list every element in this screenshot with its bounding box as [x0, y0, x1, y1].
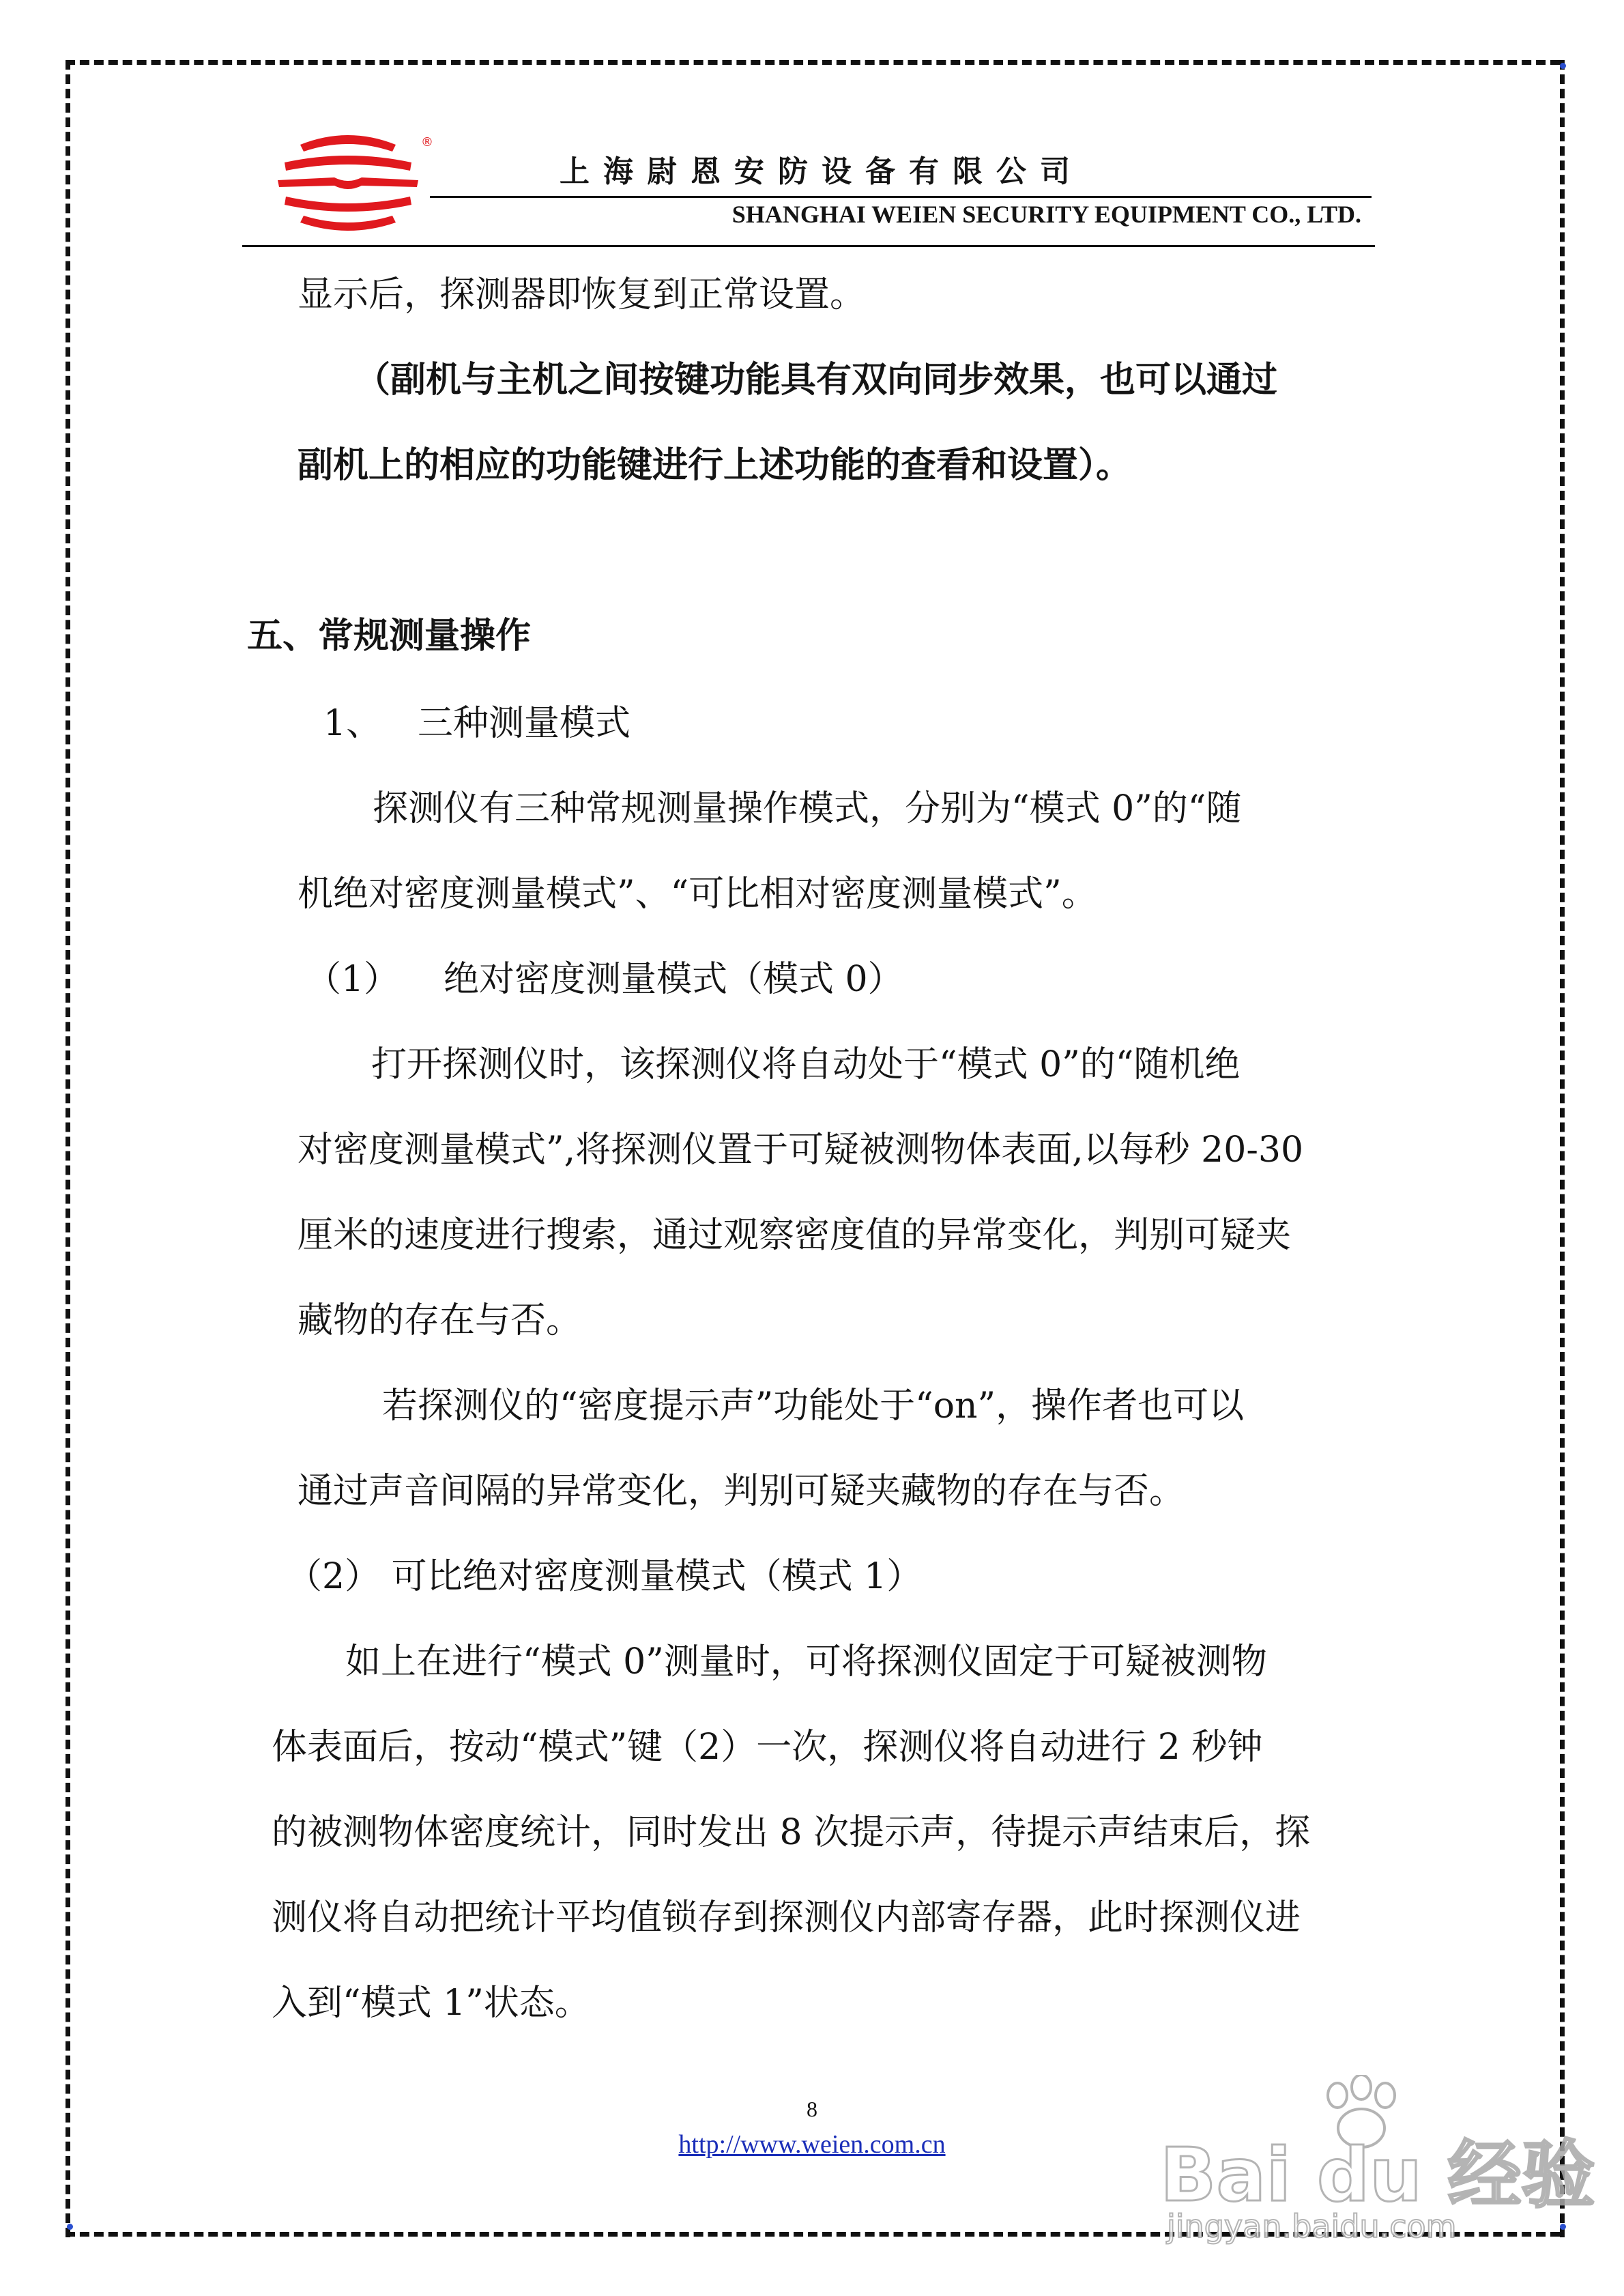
website-link[interactable]: http://www.weien.com.cn — [678, 2130, 946, 2159]
page-border-left — [66, 60, 70, 2237]
page-header — [242, 123, 1389, 253]
company-name-cn: 上海尉恩安防设备有限公司 — [560, 154, 1084, 189]
paragraph-line: 若探测仪的“密度提示声”功能处于“on”，操作者也可以 — [382, 1386, 1245, 1426]
corner-marker — [1560, 2224, 1566, 2230]
paragraph-line: 显示后，探测器即恢复到正常设置。 — [298, 274, 866, 315]
paragraph-line: 如上在进行“模式 0”测量时，可将探测仪固定于可疑被测物 — [345, 1641, 1267, 1682]
list-item-title: 三种测量模式 — [418, 703, 631, 744]
watermark-brand: Bai du 经验 — [1160, 2133, 1595, 2218]
company-logo-icon — [270, 130, 433, 232]
company-name-en: SHANGHAI WEIEN SECURITY EQUIPMENT CO., LTD. — [731, 201, 1361, 228]
paragraph-line: 入到“模式 1”状态。 — [272, 1983, 590, 2024]
logo-mark: ® — [421, 135, 433, 149]
watermark-site: jingyan.baidu.com — [1167, 2208, 1457, 2245]
section-heading: 五、常规测量操作 — [247, 615, 532, 657]
paragraph-line: 打开探测仪时，该探测仪将自动处于“模式 0”的“随机绝 — [371, 1044, 1241, 1085]
header-divider — [242, 245, 1375, 247]
paragraph-line: 体表面后，按动“模式”键（2）一次，探测仪将自动进行 2 秒钟 — [272, 1727, 1263, 1768]
page-border-top — [66, 60, 1560, 65]
sub-item-number: （1） — [306, 959, 400, 1000]
baidu-watermark — [1160, 2075, 1595, 2252]
paragraph-line: 藏物的存在与否。 — [298, 1300, 582, 1341]
paragraph-line: 探测仪有三种常规测量操作模式，分别为“模式 0”的“随 — [373, 788, 1242, 829]
header-divider — [430, 196, 1372, 198]
paragraph-line: 测仪将自动把统计平均值锁存到探测仪内部寄存器，此时探测仪进 — [272, 1897, 1301, 1938]
note-line: 副机上的相应的功能键进行上述功能的查看和设置）。 — [298, 444, 1132, 486]
sub-item-title: 绝对密度测量模式（模式 0） — [444, 959, 903, 1000]
list-number: 1、 — [323, 703, 382, 744]
corner-marker — [1560, 63, 1566, 69]
corner-marker — [67, 2224, 73, 2230]
paragraph-line: 对密度测量模式”,将探测仪置于可疑被测物体表面,以每秒 20-30 — [298, 1130, 1304, 1171]
page-border-right — [1560, 60, 1565, 2237]
note-line: （副机与主机之间按键功能具有双向同步效果，也可以通过 — [355, 359, 1278, 401]
paragraph-line: 厘米的速度进行搜索，通过观察密度值的异常变化，判别可疑夹 — [298, 1215, 1292, 1256]
paragraph-line: 机绝对密度测量模式”、“可比相对密度测量模式”。 — [298, 874, 1097, 915]
page-number: 8 — [807, 2097, 817, 2121]
paragraph-line: 的被测物体密度统计，同时发出 8 次提示声，待提示声结束后，探 — [272, 1812, 1311, 1853]
paragraph-line: 通过声音间隔的异常变化，判别可疑夹藏物的存在与否。 — [298, 1471, 1185, 1512]
sub-item-title: （2） 可比绝对密度测量模式（模式 1） — [287, 1556, 923, 1597]
